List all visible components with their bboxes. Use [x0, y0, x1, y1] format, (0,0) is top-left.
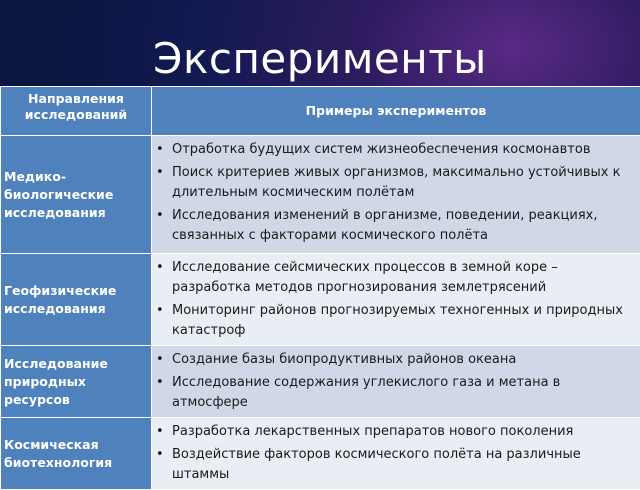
table-row	[1, 346, 640, 418]
examples-cell	[152, 254, 640, 346]
examples-cell	[152, 418, 640, 490]
bullet-icon: •	[156, 258, 164, 278]
list-item-text: Создание базы биопродуктивных районов океана	[172, 352, 516, 367]
examples-list	[152, 350, 636, 413]
list-item	[152, 373, 636, 413]
list-item	[152, 140, 636, 160]
direction-cell: Геофизические исследования	[1, 254, 152, 346]
bullet-icon: •	[156, 163, 164, 183]
list-item	[152, 206, 636, 246]
header-examples: Примеры экспериментов	[152, 87, 640, 136]
table-header-row	[1, 87, 640, 136]
bullet-icon: •	[156, 206, 164, 226]
bullet-icon: •	[156, 350, 164, 370]
examples-cell	[152, 136, 640, 254]
list-item-text: Исследования изменений в организме, поведении, реакциях, связанных с факторами космического полёта	[172, 208, 598, 243]
bullet-icon: •	[156, 301, 164, 321]
list-item	[152, 422, 636, 442]
table-row	[1, 136, 640, 254]
header-directions: Направления исследований	[1, 87, 152, 136]
slide-title: Эксперименты	[0, 34, 640, 83]
list-item	[152, 163, 636, 203]
bullet-icon: •	[156, 445, 164, 465]
list-item-text: Поиск критериев живых организмов, максимально устойчивых к длительным космическим полётам	[172, 165, 621, 200]
list-item	[152, 258, 636, 298]
examples-cell	[152, 346, 640, 418]
list-item-text: Разработка лекарственных препаратов нового поколения	[172, 424, 573, 439]
list-item-text: Исследование содержания углекислого газа и метана в атмосфере	[172, 375, 560, 410]
table-row	[1, 418, 640, 490]
list-item-text: Отработка будущих систем жизнеобеспечения космонавтов	[172, 142, 590, 157]
list-item	[152, 445, 636, 485]
table-row	[1, 254, 640, 346]
list-item	[152, 350, 636, 370]
examples-list	[152, 140, 636, 246]
bullet-icon: •	[156, 422, 164, 442]
direction-cell: Исследование природных ресурсов	[1, 346, 152, 418]
direction-cell: Космическая биотехнология	[1, 418, 152, 490]
bullet-icon: •	[156, 373, 164, 393]
list-item	[152, 301, 636, 341]
experiments-table	[0, 86, 640, 490]
list-item-text: Мониторинг районов прогнозируемых техногенных и природных катастроф	[172, 303, 623, 338]
list-item-text: Исследование сейсмических процессов в земной коре – разработка методов прогнозирования землетрясений	[172, 260, 558, 295]
examples-list	[152, 422, 636, 485]
bullet-icon: •	[156, 140, 164, 160]
list-item-text: Воздействие факторов космического полёта на различные штаммы	[172, 447, 581, 482]
direction-cell: Медико-биологические исследования	[1, 136, 152, 254]
examples-list	[152, 258, 636, 341]
